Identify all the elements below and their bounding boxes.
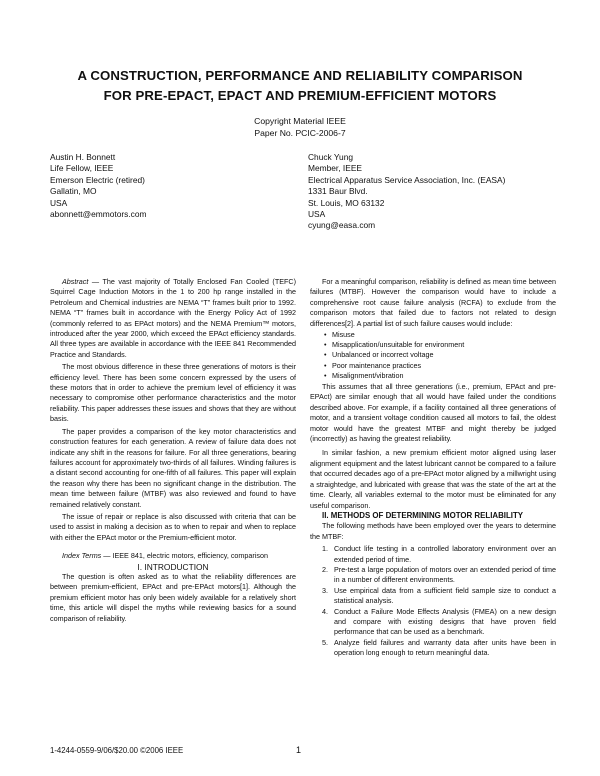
list-item: 4. Conduct a Failure Mode Effects Analysis (FMEA) on a new design and compare with existing designs that have proven field performance that can be used as a benchmark.	[322, 606, 556, 637]
author-email: cyung@easa.com	[308, 220, 376, 231]
list-item: 1. Conduct life testing in a controlled laboratory environment over an extended period of time.	[322, 544, 556, 564]
page-number: 1	[296, 745, 302, 755]
body-paragraph: For a meaningful comparison, reliability is defined as mean time between failures (MTBF). However the comparison would have to include a comprehensive root cause failure analysis (RCFA) to exclude from the comparison motors that failed due to factors not related to design differences[2]. A partial list of such failure causes would include:	[310, 277, 556, 328]
left-column	[50, 277, 296, 624]
body-paragraph: This assumes that all three generations (i.e., premium, EPAct and pre-EPAct) are similar enough that all would have failed under the conditions described above. For example, if a facility contained all three generations of motor, and a transient voltage condition caused all motors to fail, the oldest motor would have the greatest MTBF and might thereby be judged (incorrectly) as having the greatest reliability.	[310, 382, 556, 444]
abstract-paragraph: The issue of repair or replace is also discussed with criteria that can be used to assist in making a decision as to when to repair and when to replace with either the EPAct motor or the Premium-efficient motor.	[50, 511, 296, 542]
author-org: Emerson Electric (retired)	[50, 174, 145, 185]
author-title: Life Fellow, IEEE	[50, 163, 114, 174]
abstract-label: Abstract	[62, 277, 89, 286]
list-item: 3. Use empirical data from a sufficient field sample size to conduct a statistical analysis.	[322, 585, 556, 606]
list-item: • Misuse	[324, 330, 556, 340]
author-city: Gallatin, MO	[50, 186, 97, 197]
abstract-paragraph: The most obvious difference in these three generations of motors is their efficiency level. There has been some concern expressed by the users of these motors that in order to achieve the premium level of efficiency it was necessary to compromise other performance characteristics and the motor reliability. This paper addresses these issues and shows that they are without basis.	[50, 362, 296, 424]
abstract-paragraph: Abstract — The vast majority of Totally Enclosed Fan Cooled (TEFC) Squirrel Cage Induction Motors in the 1 to 200 hp range installed in the Petroleum and Chemical industries are NEMA “T” frames built prior to 1992. NEMA “T” frames built in accordance with the Energy Policy Act of 1992 (commonly referred to as EPAct motors) and the NEMA Premium™ motors, introduced after the year 2000, which exceed the EPAct efficiency standards. All three types are available in accordance with the IEEE 841 Recommended Practice and Standards.	[50, 277, 296, 359]
body-paragraph: In similar fashion, a new premium efficient motor aligned using laser alignment equipment and the latest lubricant cannot be compared to a failure that occurred decades ago of a pre-EPAct motor aligned by a millwright using a straightedge, and lubricated with grease that was the state of the art at the time. Clearly, all variables external to the motor must be eliminated for any useful comparison.	[310, 448, 556, 510]
author-block-2	[308, 152, 558, 232]
methods-list	[310, 544, 556, 658]
author-country: USA	[308, 209, 326, 220]
author-org: Electrical Apparatus Service Association, Inc. (EASA)	[308, 174, 506, 185]
paper-number: Paper No. PCIC-2006-7	[254, 128, 346, 138]
index-terms-label: Index Terms	[62, 551, 102, 561]
author-name: Austin H. Bonnett	[50, 152, 116, 162]
right-column	[310, 277, 556, 661]
author-country: USA	[50, 197, 68, 208]
copyright-footer: 1-4244-0559-9/06/$20.00 ©2006 IEEE	[50, 746, 184, 755]
author-city: St. Louis, MO 63132	[308, 197, 385, 208]
index-terms: Index Terms — IEEE 841, electric motors, efficiency, comparison	[62, 551, 268, 561]
list-item: • Unbalanced or incorrect voltage	[324, 350, 556, 360]
list-item: 5. Analyze field failures and warranty data after units have been in operation long enough to return meaningful data.	[322, 637, 556, 658]
list-item: • Misapplication/unsuitable for environment	[324, 340, 556, 350]
author-block-1	[50, 152, 300, 220]
author-address: 1331 Baur Blvd.	[308, 186, 368, 197]
paper-title-line-2: FOR PRE-EPACT, EPACT AND PREMIUM-EFFICIENT MOTORS	[103, 88, 497, 103]
body-paragraph: The question is often asked as to what the reliability differences are between premium-efficient, EPAct and pre-EPAct motors[1]. Although the premium efficient motor has only been widely available for a relatively short time, this article will dispel the myths while reviewing basics for a sound comparison of reliability.	[50, 571, 296, 623]
paper-title-line-1: A CONSTRUCTION, PERFORMANCE AND RELIABILITY COMPARISON	[77, 68, 523, 83]
list-item: • Misalignment/vibration	[324, 371, 556, 381]
author-title: Member, IEEE	[308, 163, 362, 174]
abstract-paragraph: The paper provides a comparison of the key motor characteristics and construction features for each generation. A review of failure data does not indicate any shift in the reasons for failure. For all three generations, bearing failures account for approximately two-thirds of all failures. Winding failures is a distant second accounting for one-fifth of all failures. This paper will explain the reason why there has been no significant change in the distribution. The mean time between failure (MTBF) was also reviewed and found to have remained relatively constant.	[50, 426, 296, 509]
author-name: Chuck Yung	[308, 152, 354, 162]
list-item: 2. Pre-test a large population of motors over an extended period of time in a number of different environments.	[322, 564, 556, 585]
section-heading-methods: II. METHODS OF DETERMINING MOTOR RELIABILITY	[322, 510, 524, 520]
list-item: • Poor maintenance practices	[324, 361, 556, 371]
section-heading-introduction: I. INTRODUCTION	[137, 561, 209, 572]
author-email: abonnett@emmotors.com	[50, 209, 147, 220]
body-paragraph: The following methods have been employed over the years to determine the MTBF:	[310, 521, 556, 541]
failure-causes-list	[310, 330, 556, 381]
copyright-notice: Copyright Material IEEE	[254, 116, 346, 126]
